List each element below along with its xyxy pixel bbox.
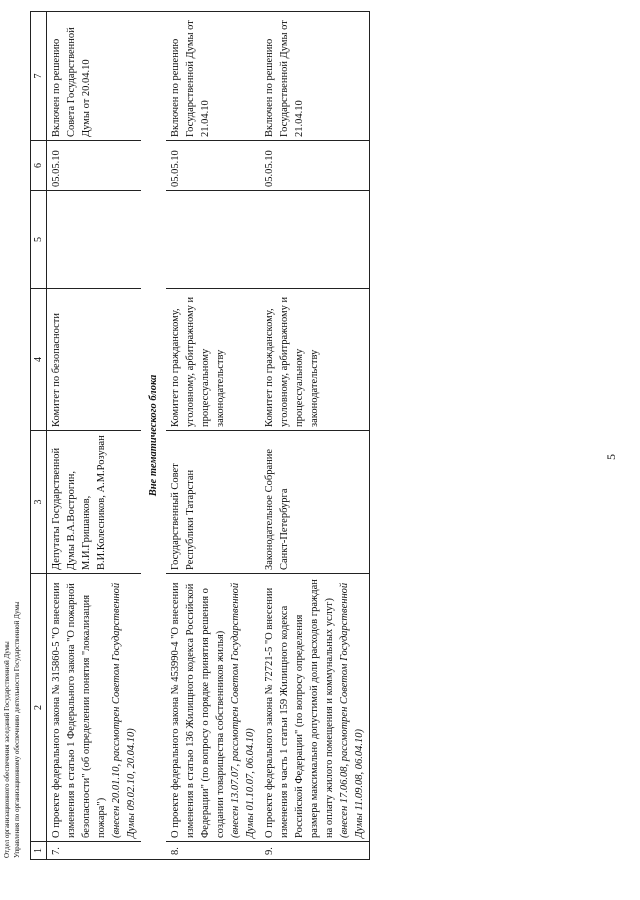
decision: Включен по решению Совета Государственной Думы от 20.04.10 — [47, 12, 142, 141]
row-number: 7. — [47, 842, 142, 860]
column-5-cell — [166, 191, 260, 289]
table-row — [260, 12, 370, 860]
column-header: 2 — [31, 574, 47, 842]
bill-note: (внесен 13.07.07, рассмотрен Советом Государственной Думы 01.10.07, 06.04.10) — [230, 582, 256, 838]
section-label: Вне тематического блока — [141, 12, 166, 860]
column-header: 4 — [31, 289, 47, 431]
date: 05.05.10 — [47, 141, 142, 191]
bill-description — [166, 574, 260, 842]
date: 05.05.10 — [166, 141, 260, 191]
column-header: 5 — [31, 191, 47, 289]
initiator: Государственный Совет Республики Татарстан — [166, 431, 260, 574]
section-row — [141, 12, 166, 860]
bill-description — [47, 574, 142, 842]
table-row — [47, 12, 142, 860]
column-5-cell — [47, 191, 142, 289]
row-number: 9. — [260, 842, 370, 860]
bill-title: О проекте федерального закона № 453990-4 "О внесении изменения в статью 136 Жилищного кодекса Российской Федерации" (по вопросу о порядке принятия решения о создании товарищества собственников жилья) — [170, 582, 226, 838]
row-number: 8. — [166, 842, 260, 860]
initiator: Законодательное Собрание Санкт-Петербурга — [260, 431, 370, 574]
date: 05.05.10 — [260, 141, 370, 191]
agenda-table — [30, 11, 370, 860]
committee: Комитет по гражданскому, уголовному, арбитражному и процессуальному законодательству — [166, 289, 260, 431]
footer-line: Отдел организационного обеспечения заседаний Государственной Думы — [3, 641, 11, 858]
decision: Включен по решению Государственной Думы от 21.04.10 — [260, 12, 370, 141]
committee: Комитет по безопасности — [47, 289, 142, 431]
column-header: 3 — [31, 431, 47, 574]
column-header: 7 — [31, 12, 47, 141]
column-header: 1 — [31, 842, 47, 860]
column-5-cell — [260, 191, 370, 289]
decision: Включен по решению Государственной Думы от 21.04.10 — [166, 12, 260, 141]
header-row — [31, 12, 47, 860]
footer-line: Управления по организационному обеспечению деятельности Государственной Думы — [13, 601, 21, 858]
bill-description — [260, 574, 370, 842]
committee: Комитет по гражданскому, уголовному, арбитражному и процессуальному законодательству — [260, 289, 370, 431]
footer — [2, 602, 22, 858]
bill-note: (внесен 20.01.10, рассмотрен Советом Государственной Думы 09.02.10, 20.04.10) — [111, 582, 137, 838]
table-row — [166, 12, 260, 860]
bill-title: О проекте федерального закона № 72721-5 "О внесении изменения в часть 1 статьи 159 Жилищного кодекса Российской Федерации" (по вопросу определения размера максимально допустимой доли расходов граждан на оплату жилого помещения и коммунальных услуг) — [264, 579, 335, 838]
column-header: 6 — [31, 141, 47, 191]
bill-note: (внесен 17.06.08, рассмотрен Советом Государственной Думы 11.09.08, 06.04.10) — [339, 582, 365, 838]
initiator: Депутаты Государственной Думы В.А.Вострогин, М.И.Гришанков, В.И.Колесников, А.М.Розуван — [47, 431, 142, 574]
bill-title: О проекте федерального закона № 315860-5 "О внесении изменения в статью 1 Федерального закона "О пожарной безопасности" (об определении понятия "локализация пожара") — [51, 582, 107, 838]
page-number: 5 — [604, 454, 618, 460]
